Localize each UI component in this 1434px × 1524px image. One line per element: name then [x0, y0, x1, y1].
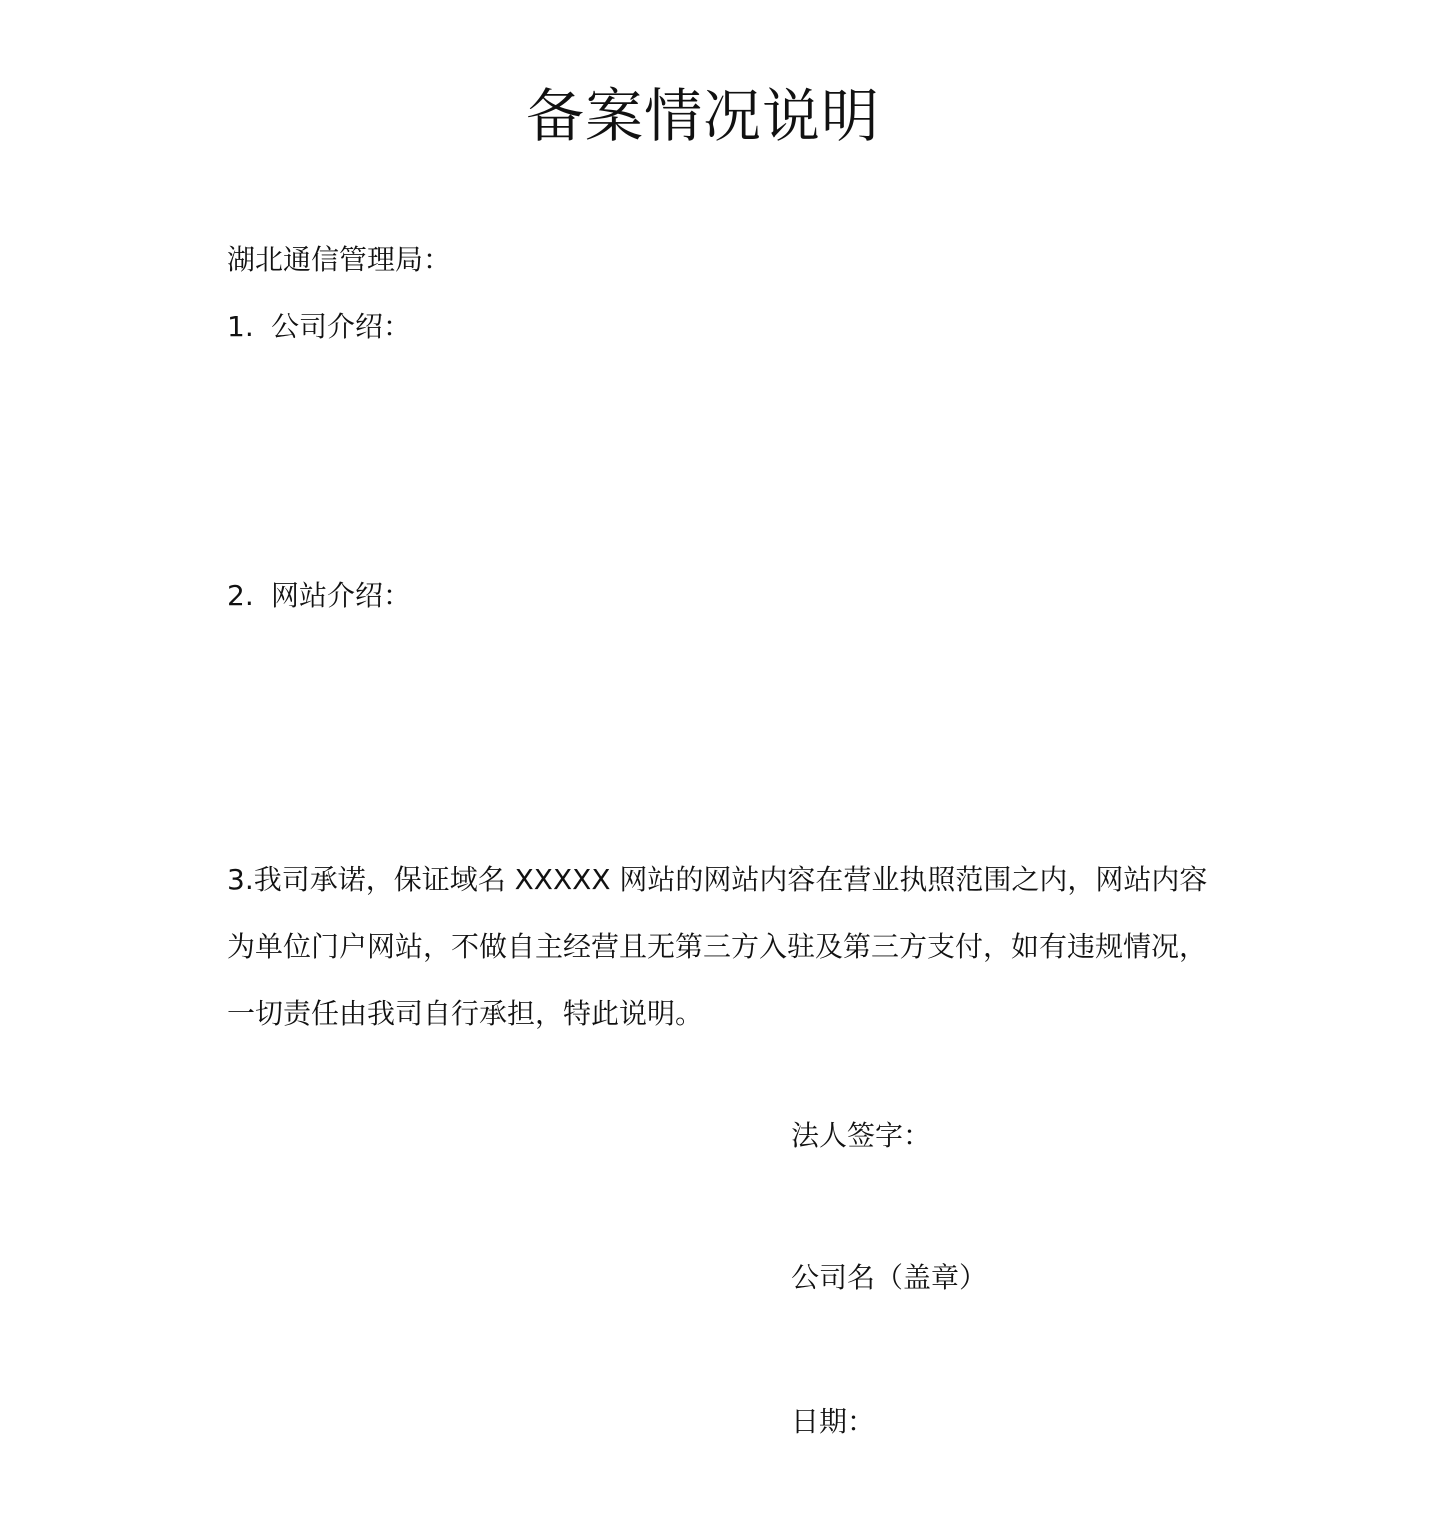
item-number: 2.	[227, 579, 254, 612]
item-number: 1.	[227, 310, 254, 343]
item-website-intro	[227, 576, 411, 616]
document-title: 备案情况说明	[525, 82, 880, 150]
commitment-paragraph	[227, 846, 1237, 1047]
item-company-intro	[227, 307, 411, 347]
company-seal: 公司名（盖章）	[791, 1261, 988, 1294]
commitment-line: 一切责任由我司自行承担，特此说明。	[227, 997, 704, 1030]
item-label: 公司介绍：	[271, 310, 412, 343]
signature-date: 日期：	[791, 1405, 876, 1438]
commitment-line: 3.我司承诺，保证域名 XXXXX 网站的网站内容在营业执照范围之内，网站内容	[227, 863, 1208, 896]
addressee: 湖北通信管理局：	[227, 243, 452, 276]
item-label: 网站介绍：	[271, 579, 412, 612]
legal-person-signature: 法人签字：	[791, 1119, 932, 1152]
commitment-line: 为单位门户网站，不做自主经营且无第三方入驻及第三方支付，如有违规情况，	[227, 930, 1208, 963]
